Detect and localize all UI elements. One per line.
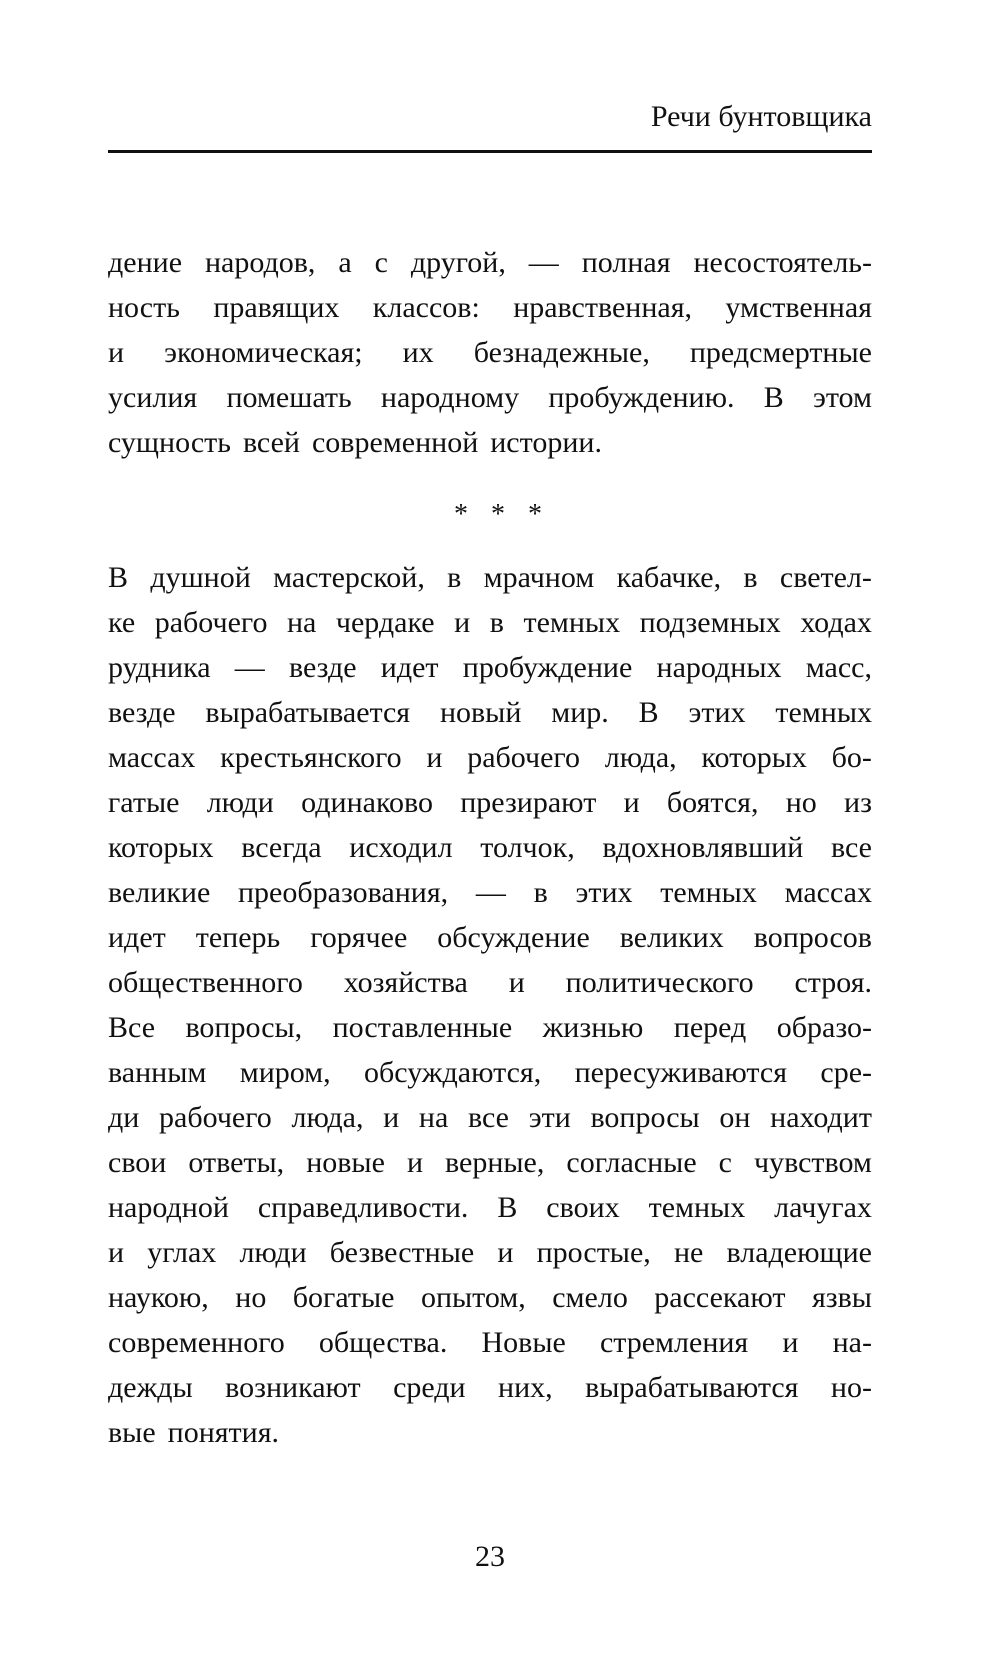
word: крестьянского <box>220 741 402 774</box>
word: язвы <box>811 1281 872 1314</box>
word: стремления <box>599 1326 749 1359</box>
text-line <box>108 1410 872 1455</box>
word: народной <box>108 1191 229 1224</box>
word: и <box>454 606 471 639</box>
word: истории. <box>490 426 602 459</box>
word: усилия <box>108 381 198 414</box>
word: народных <box>656 651 782 684</box>
word: обсуждаются, <box>364 1056 542 1089</box>
word: массах <box>108 741 196 774</box>
word: темных <box>775 696 872 729</box>
text-line <box>108 375 872 420</box>
word: все <box>830 831 872 864</box>
word: горячее <box>310 921 408 954</box>
word: темных <box>523 606 621 639</box>
word: опытом, <box>420 1281 526 1314</box>
text-line <box>108 1095 872 1140</box>
word: предсмертные <box>689 336 872 369</box>
word: безвестные <box>329 1236 475 1269</box>
word: теперь <box>195 921 281 954</box>
word: и <box>782 1326 799 1359</box>
word: все <box>468 1101 509 1134</box>
word: другой, <box>410 246 506 279</box>
word: — <box>528 246 559 279</box>
word: рассекают <box>654 1281 786 1314</box>
word: углах <box>147 1236 217 1269</box>
word: помешать <box>226 381 352 414</box>
text-line <box>108 1005 872 1050</box>
word: пересуживаются <box>574 1056 788 1089</box>
text-line <box>108 1275 872 1320</box>
word: справедливости. <box>257 1191 469 1224</box>
text-line <box>108 960 872 1005</box>
word: из <box>844 786 872 819</box>
word: вопросы <box>590 1101 700 1134</box>
word: темных <box>648 1191 746 1224</box>
word: и <box>497 1236 514 1269</box>
word: везде <box>289 651 357 684</box>
word: классов: <box>372 291 480 324</box>
word: политического <box>565 966 754 999</box>
word: этих <box>688 696 746 729</box>
word: люда, <box>291 1101 364 1134</box>
word: В <box>763 381 784 414</box>
word: вые <box>108 1416 156 1449</box>
word: В <box>108 561 129 594</box>
word: перед <box>673 1011 747 1044</box>
text-line <box>108 690 872 735</box>
running-head: Речи бунтовщика <box>650 100 872 133</box>
text-line <box>108 1230 872 1275</box>
word: везде <box>108 696 176 729</box>
word: полная <box>581 246 671 279</box>
word: светел- <box>779 561 872 594</box>
word: но- <box>830 1371 872 1404</box>
word: обсуждение <box>437 921 590 954</box>
word: эти <box>528 1101 571 1134</box>
word: возникают <box>225 1371 361 1404</box>
word: темных <box>660 876 757 909</box>
word: душной <box>150 561 251 594</box>
word: которых <box>701 741 807 774</box>
word: и <box>508 966 525 999</box>
word: в <box>447 561 462 594</box>
word: и <box>426 741 443 774</box>
word: мастерской, <box>273 561 425 594</box>
word: понятия. <box>167 1416 280 1449</box>
word: В <box>638 696 659 729</box>
text-line <box>108 825 872 870</box>
word: ответы, <box>188 1146 285 1179</box>
word: боятся, <box>666 786 759 819</box>
word: ность <box>108 291 180 324</box>
word: которых <box>108 831 214 864</box>
word: хозяйства <box>343 966 468 999</box>
word: кабачке, <box>616 561 722 594</box>
word: владеющие <box>726 1236 872 1269</box>
word: и <box>383 1101 400 1134</box>
word: этом <box>812 381 872 414</box>
text-line <box>108 1140 872 1185</box>
word: рабочего <box>467 741 580 774</box>
word: рабочего <box>154 606 268 639</box>
word: безнадежные, <box>473 336 650 369</box>
word: согласные <box>566 1146 697 1179</box>
word: масс, <box>805 651 872 684</box>
word: идет <box>380 651 439 684</box>
word: их <box>402 336 434 369</box>
word: с <box>718 1146 732 1179</box>
word: новые <box>306 1146 385 1179</box>
word: наукою, <box>108 1281 209 1314</box>
word: лачугах <box>774 1191 872 1224</box>
paragraph-1 <box>108 240 872 465</box>
word: — <box>234 651 265 684</box>
word: вдохновлявший <box>602 831 804 864</box>
word: и <box>108 1236 125 1269</box>
word: идет <box>108 921 166 954</box>
paragraph-2 <box>108 555 872 1455</box>
word: Новые <box>481 1326 566 1359</box>
word: всей <box>242 426 300 459</box>
word: среди <box>393 1371 466 1404</box>
section-separator: * * * <box>454 499 550 530</box>
word: несостоятель- <box>693 246 872 279</box>
word: мир. <box>551 696 609 729</box>
word: образо- <box>776 1011 872 1044</box>
word: рабочего <box>159 1101 272 1134</box>
word: сре- <box>820 1056 872 1089</box>
word: умственная <box>725 291 872 324</box>
word: дение <box>108 246 183 279</box>
word: мрачном <box>483 561 595 594</box>
word: вопросы, <box>185 1011 303 1044</box>
word: на <box>418 1101 449 1134</box>
text-line <box>108 915 872 960</box>
word: вырабатывается <box>205 696 411 729</box>
text-line <box>108 555 872 600</box>
text-line <box>108 1320 872 1365</box>
word: них, <box>498 1371 553 1404</box>
word: великих <box>619 921 724 954</box>
word: чердаке <box>335 606 435 639</box>
text-line <box>108 1185 872 1230</box>
word: на <box>286 606 317 639</box>
word: и <box>406 1146 423 1179</box>
word: в <box>743 561 758 594</box>
header-rule <box>108 150 872 153</box>
word: массах <box>784 876 872 909</box>
page-number: 23 <box>475 1540 505 1573</box>
word: современного <box>108 1326 285 1359</box>
word: рудника <box>108 651 211 684</box>
word: люда, <box>604 741 677 774</box>
text-line <box>108 240 872 285</box>
word: в <box>489 606 504 639</box>
word: сущность <box>108 426 231 459</box>
word: свои <box>108 1146 167 1179</box>
word: своих <box>546 1191 620 1224</box>
word: чувством <box>754 1146 872 1179</box>
word: исходил <box>349 831 453 864</box>
word: подземных <box>639 606 781 639</box>
word: пробуждению. <box>548 381 735 414</box>
word: толчок, <box>480 831 575 864</box>
word: строя. <box>794 966 872 999</box>
word: люди <box>239 1236 307 1269</box>
word: а <box>338 246 352 279</box>
word: новый <box>439 696 522 729</box>
word: жизнью <box>542 1011 644 1044</box>
word: вырабатываются <box>585 1371 799 1404</box>
word: пробуждение <box>462 651 633 684</box>
word: в <box>533 876 548 909</box>
word: но <box>235 1281 267 1314</box>
word: богатые <box>292 1281 395 1314</box>
text-line <box>108 600 872 645</box>
word: простые, <box>536 1236 651 1269</box>
word: — <box>475 876 506 909</box>
text-line <box>108 1365 872 1410</box>
word: народному <box>380 381 520 414</box>
word: ке <box>108 606 136 639</box>
word: миром, <box>239 1056 331 1089</box>
word: не <box>673 1236 704 1269</box>
word: Все <box>108 1011 156 1044</box>
word: бо- <box>831 741 872 774</box>
text-line <box>108 735 872 780</box>
word: экономическая; <box>164 336 363 369</box>
word: и <box>623 786 640 819</box>
word: одинаково <box>301 786 433 819</box>
word: презирают <box>460 786 597 819</box>
word: но <box>785 786 817 819</box>
word: общества. <box>318 1326 448 1359</box>
word: всегда <box>241 831 322 864</box>
word: дежды <box>108 1371 193 1404</box>
word: он <box>719 1101 751 1134</box>
word: этих <box>575 876 633 909</box>
word: вопросов <box>753 921 872 954</box>
word: правящих <box>213 291 340 324</box>
word: ходах <box>800 606 872 639</box>
text-line <box>108 420 872 465</box>
word: В <box>497 1191 518 1224</box>
word: гатые <box>108 786 180 819</box>
text-line <box>108 1050 872 1095</box>
text-line <box>108 330 872 375</box>
word: смело <box>552 1281 628 1314</box>
text-line <box>108 645 872 690</box>
word: общественного <box>108 966 303 999</box>
word: находит <box>770 1101 872 1134</box>
word: нравственная, <box>513 291 693 324</box>
word: и <box>108 336 125 369</box>
word: великие <box>108 876 211 909</box>
word: на- <box>832 1326 872 1359</box>
word: верные, <box>445 1146 545 1179</box>
text-line <box>108 780 872 825</box>
word: преобразования, <box>238 876 449 909</box>
word: народов, <box>204 246 316 279</box>
text-line <box>108 870 872 915</box>
word: с <box>374 246 388 279</box>
text-line <box>108 285 872 330</box>
word: ди <box>108 1101 140 1134</box>
word: ванным <box>108 1056 207 1089</box>
word: современной <box>311 426 479 459</box>
word: поставленные <box>332 1011 513 1044</box>
word: люди <box>206 786 274 819</box>
